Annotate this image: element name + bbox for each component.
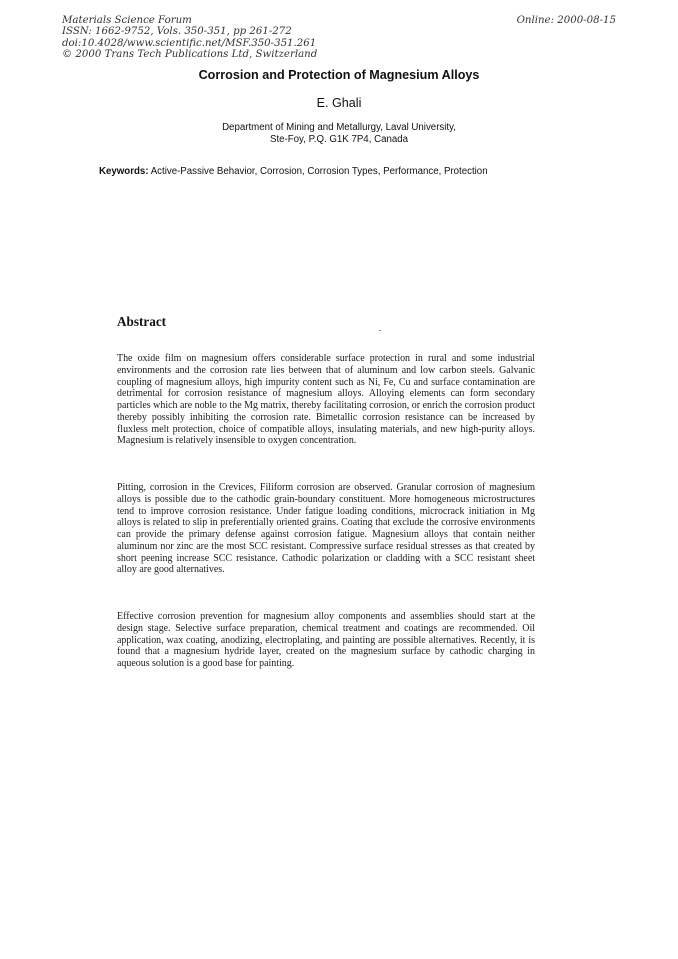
paper-title: Corrosion and Protection of Magnesium Alloys [198, 68, 480, 82]
keywords [99, 166, 488, 177]
abstract-heading: Abstract [117, 314, 167, 329]
paper-author: E. Ghali [316, 96, 362, 110]
affiliation-line-2: Ste-Foy, P.Q. G1K 7P4, Canada [269, 134, 409, 145]
journal-doi: doi:10.4028/www.scientific.net/MSF.350-351.261 [62, 37, 317, 49]
journal-issn: ISSN: 1662-9752, Vols. 350-351, pp 261-272 [62, 26, 292, 38]
abstract-paragraph-2: Pitting, corrosion in the Crevices, Filiform corrosion are observed. Granular corrosion of magnesium alloys is possible due to the cathodic grain-boundary constituent. More homogeneous microstructures tend to improve corrosion resistance. Under fatigue loading conditions, microcrack initiation in Mg alloys is related to slip in preferentially oriented grains. Coating that exclude the corrosive environments can provide the primary defense against corrosion fatigue. Magnesium alloys that contain neither aluminum nor zinc are the most SCC resistant. Compressive surface residual stresses as that created by short peening increase SCC resistance. Cathodic polarization or cladding with a SCC resistant sheet alloy are good alternatives. [117, 482, 535, 576]
affiliation-line-1: Department of Mining and Metallurgy, Laval University, [222, 122, 456, 133]
journal-metadata [62, 15, 317, 61]
keywords-label: Keywords: [99, 166, 149, 177]
abstract-paragraph-3: Effective corrosion prevention for magnesium alloy components and assemblies should start at the design stage. Selective surface preparation, chemical treatment and coatings are recommended. Oil application, wax coating, anodizing, electroplating, and painting are possible alternatives. Recently, it is found that a magnesium hydride layer, created on the magnesium surface by cathodic charging in aqueous solution is a good base for painting. [117, 611, 535, 669]
abstract-paragraph-1: The oxide film on magnesium offers considerable surface protection in rural and some industrial environments and the corrosion rate lies between that of aluminum and low carbon steels. Galvanic coupling of magnesium alloys, high impurity content such as Ni, Fe, Cu and surface contamination are detrimental for corrosion resistance of magnesium alloys. Alloying elements can form secondary particles which are noble to the Mg matrix, thereby facilitating corrosion, or enrich the corrosion product thereby possibly inhibiting the corrosion rate. Bimetallic corrosion resistance can be increased by fluxless melt protection, choice of compatible alloys, insulating materials, and new high-purity alloys. Magnesium is relatively insensible to oxygen concentration. [117, 353, 535, 447]
journal-name: Materials Science Forum [62, 15, 192, 26]
keywords-text: Active-Passive Behavior, Corrosion, Corrosion Types, Performance, Protection [150, 166, 488, 177]
online-date: Online: 2000-08-15 [516, 15, 616, 26]
author-affiliation [0, 122, 678, 146]
scan-speck [379, 330, 381, 331]
journal-copyright: © 2000 Trans Tech Publications Ltd, Switzerland [62, 49, 318, 61]
